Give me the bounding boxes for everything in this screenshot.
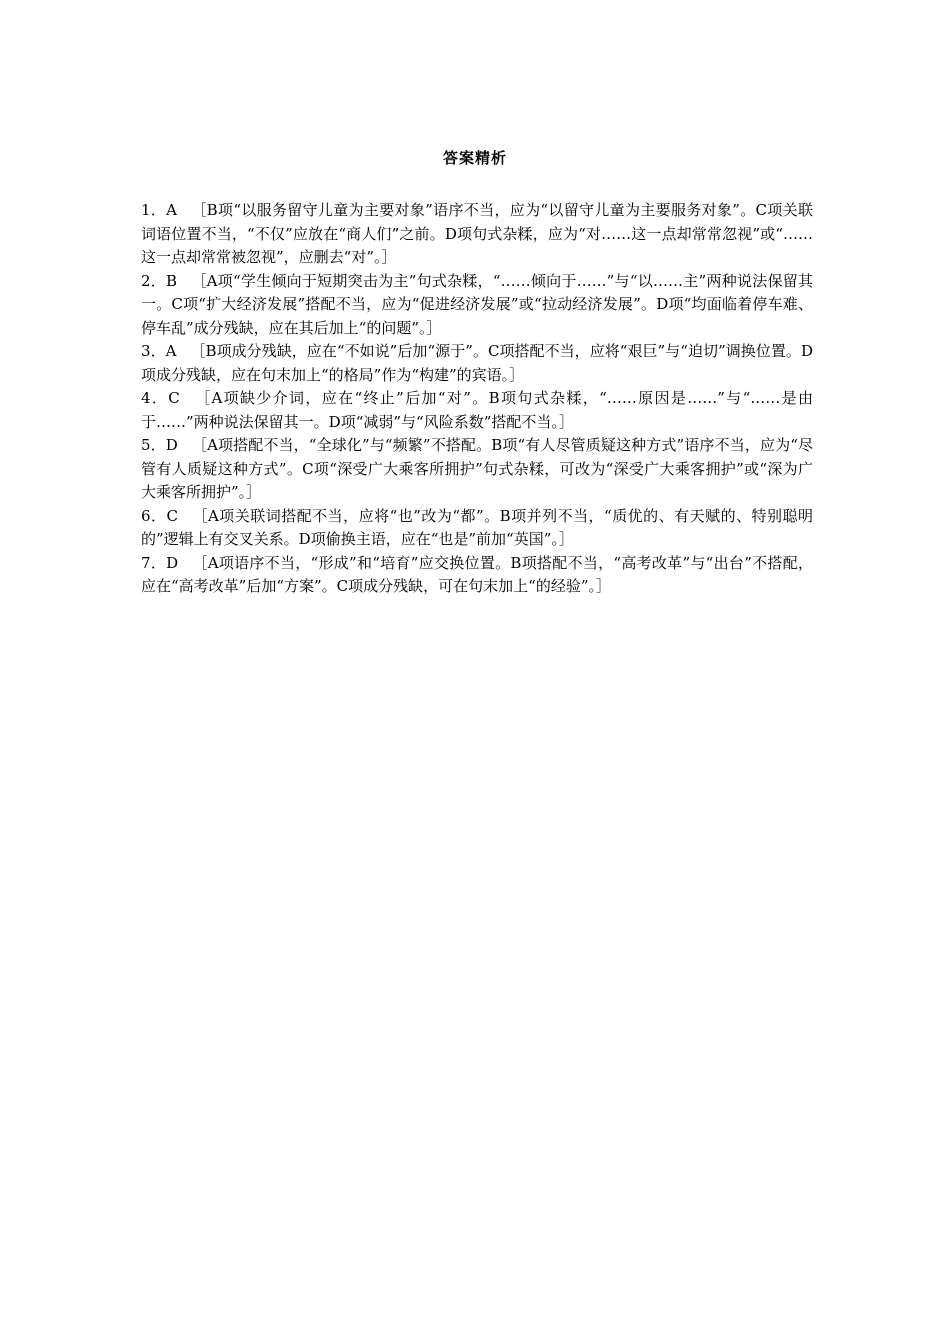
answer-number: 6．C — [141, 506, 178, 525]
answer-list — [141, 199, 813, 599]
answer-item-4 — [141, 387, 813, 434]
answer-number: 7．D — [141, 553, 179, 572]
answer-number: 5．D — [141, 436, 178, 454]
answer-number: 3．A — [141, 342, 177, 360]
answer-item-7 — [141, 552, 813, 599]
answer-explanation: ［A项搭配不当，“全球化”与“频繁”不搭配。B项“有人尽管质疑这种方式”语序不当，应为“尽管有人质疑这种方式”。C项“深受广大乘客所拥护”句式杂糅，可改为“深受广大乘客拥护”或“深为广大乘客所拥护”。］ — [141, 436, 813, 501]
answer-number: 4．C — [141, 389, 180, 407]
page-title: 答案精析 — [442, 149, 507, 167]
answer-explanation: ［A项语序不当，“形成”和“培育”应交换位置。B项搭配不当，“高考改革”与“出台”不搭配，应在“高考改革”后加“方案”。C项成分残缺，可在句末加上“的经验”。］ — [141, 553, 813, 595]
answer-number: 2．B — [141, 271, 178, 290]
answer-number: 1．A — [141, 201, 178, 219]
answer-explanation: ［B项“以服务留守儿童为主要对象”语序不当，应为“以留守儿童为主要服务对象”。C项关联词语位置不当，“不仅”应放在“商人们”之前。D项句式杂糅，应为“对……这一点却常常忽视”或“……这一点却常常被忽视”，应删去“对”。］ — [141, 201, 813, 266]
answer-item-6 — [141, 505, 813, 552]
answer-item-3 — [141, 340, 813, 387]
answer-explanation: ［A项关联词搭配不当，应将“也”改为“都”。B项并列不当，“质优的、有天赋的、特别聪明的”逻辑上有交叉关系。D项偷换主语，应在“也是”前加“英国”。］ — [141, 506, 813, 548]
answer-explanation: ［B项成分残缺，应在“不如说”后加“源于”。C项搭配不当，应将“艰巨”与“迫切”调换位置。D项成分残缺，应在句末加上“的格局”作为“构建”的宾语。］ — [141, 342, 813, 384]
answer-item-2 — [141, 270, 813, 341]
answer-item-5 — [141, 434, 813, 505]
answer-explanation: ［A项缺少介词，应在“终止”后加“对”。B项句式杂糅，“……原因是……”与“……是由于……”两种说法保留其一。D项“减弱”与“风险系数”搭配不当。］ — [141, 389, 813, 431]
answer-item-1 — [141, 199, 813, 270]
answer-explanation: ［A项“学生倾向于短期突击为主”句式杂糅，“……倾向于……”与“以……主”两种说法保留其一。C项“扩大经济发展”搭配不当，应为“促进经济发展”或“拉动经济发展”。D项“均面临着停车难、停车乱”成分残缺，应在其后加上“的问题”。］ — [141, 271, 813, 337]
